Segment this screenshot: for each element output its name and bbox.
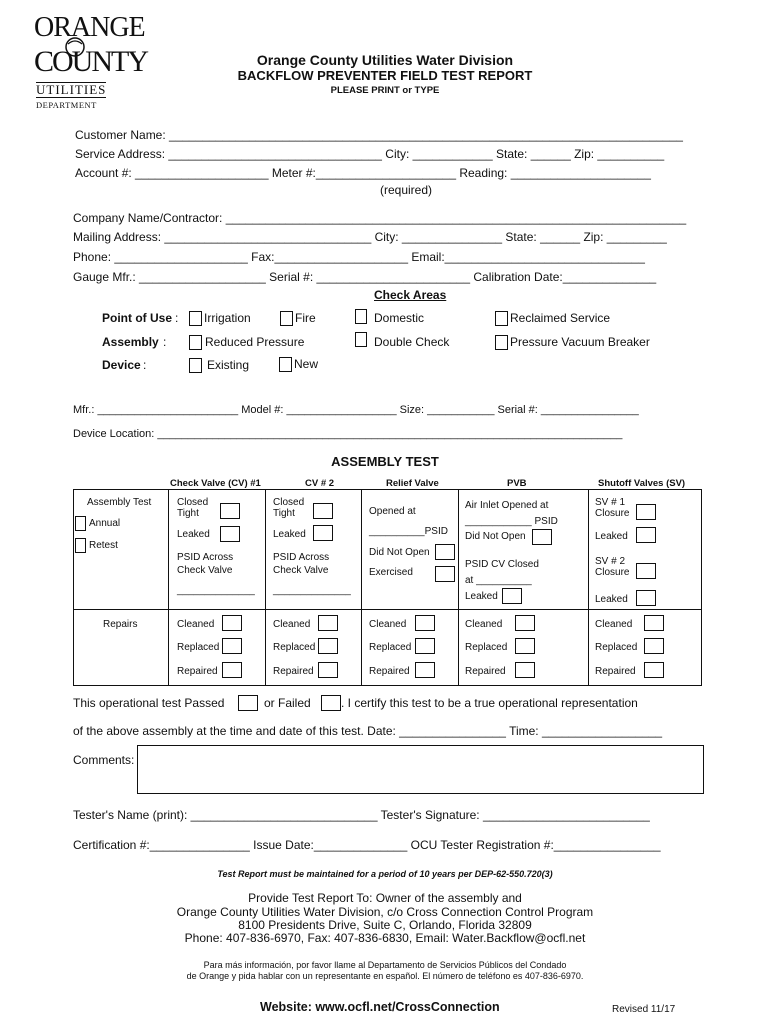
relief-did-not-open-label: Did Not Open [369, 547, 430, 558]
cv2-closed-label: Closed [273, 497, 305, 508]
retest-label: Retest [89, 540, 118, 551]
sv1-closure-checkbox[interactable] [636, 504, 656, 520]
cv2-cleaned-checkbox[interactable] [318, 615, 338, 631]
cv1-tight-label: Tight [177, 508, 199, 519]
double-check-checkbox[interactable] [355, 332, 367, 347]
table-col-divider [458, 490, 459, 685]
retention-note: Test Report must be maintained for a period of 10 years per DEP-62-550.720(3) [217, 869, 553, 879]
certify-text: . I certify this test to be a true operational representation [341, 696, 638, 710]
cv1-cleaned-label: Cleaned [177, 619, 215, 630]
table-row-divider [74, 609, 701, 610]
existing-checkbox[interactable] [189, 358, 202, 373]
cv2-closed-tight-checkbox[interactable] [313, 503, 333, 519]
provide-line-4: Phone: 407-836-6970, Fax: 407-836-6830, Email: Water.Backflow@ocfl.net [184, 931, 586, 945]
website-link[interactable]: Website: www.ocfl.net/CrossConnection [260, 1000, 500, 1014]
assembly-test-heading: ASSEMBLY TEST [331, 454, 439, 469]
report-title: BACKFLOW PREVENTER FIELD TEST REPORT [237, 68, 533, 83]
service-address-field[interactable]: Service Address: ________________________________ City: ____________ State: ______ Zip: __________ [75, 147, 665, 161]
date-time-field[interactable]: of the above assembly at the time and date of this test. Date: ________________ Time: __________________ [73, 724, 663, 738]
fire-label: Fire [295, 311, 316, 325]
logo-line-utilities: UTILITIES [36, 82, 107, 97]
relief-replaced-label: Replaced [369, 642, 412, 653]
sv2-leaked-label: Leaked [595, 594, 628, 605]
cv2-leaked-label: Leaked [273, 529, 306, 540]
pvb-replaced-label: Replaced [465, 642, 508, 653]
print-instruction: PLEASE PRINT or TYPE [330, 85, 440, 96]
sv2-closure-checkbox[interactable] [636, 563, 656, 579]
pvb-psid-field[interactable]: ____________ PSID [465, 516, 558, 527]
spanish-line-1: Para más información, por favor llame al Departamento de Servicios Públicos del Condado [203, 960, 567, 970]
account-meter-field[interactable]: Account #: ____________________ Meter #:_____________________ Reading: _____________________ [75, 166, 651, 180]
table-col-divider [168, 490, 169, 685]
required-note: (required) [380, 183, 433, 197]
col-header-cv1: Check Valve (CV) #1 [170, 478, 261, 489]
logo-line-department: DEPARTMENT [36, 100, 97, 110]
tester-name-signature-field[interactable]: Tester's Name (print): ____________________________ Tester's Signature: _________________________ [73, 808, 650, 822]
cv1-cleaned-checkbox[interactable] [222, 615, 242, 631]
logo-line-orange: ORANGE [34, 12, 145, 43]
gauge-field[interactable]: Gauge Mfr.: ___________________ Serial #: _______________________ Calibration Date:______________ [73, 270, 657, 284]
device-label: Device [102, 358, 141, 372]
relief-exercised-checkbox[interactable] [435, 566, 455, 582]
provide-line-3: 8100 Presidents Drive, Suite C, Orlando, Florida 32809 [238, 918, 532, 932]
relief-repaired-checkbox[interactable] [415, 662, 435, 678]
assembly-test-row-label: Assembly Test [87, 497, 152, 508]
spanish-line-2: de Orange y pida hablar con un representante en español. El número de teléfono es 407-836-6970. [186, 971, 584, 981]
cv1-replaced-label: Replaced [177, 642, 220, 653]
mailing-address-field[interactable]: Mailing Address: _______________________________ City: _______________ State: ______ Zip: _________ [73, 230, 667, 244]
cv2-replaced-label: Replaced [273, 642, 316, 653]
domestic-label: Domestic [374, 311, 425, 325]
reclaimed-label: Reclaimed Service [510, 311, 611, 325]
pvb-repaired-checkbox[interactable] [515, 662, 535, 678]
table-col-divider [265, 490, 266, 685]
cv1-psid-field[interactable]: ______________ [177, 585, 255, 596]
cv1-replaced-checkbox[interactable] [222, 638, 242, 654]
logo-line-county: COUNTY [34, 45, 147, 78]
point-of-use-label: Point of Use [102, 311, 173, 325]
pvb-cleaned-label: Cleaned [465, 619, 503, 630]
cv2-replaced-checkbox[interactable] [318, 638, 338, 654]
provide-line-1: Provide Test Report To: Owner of the assembly and [248, 891, 522, 905]
failed-checkbox[interactable] [321, 695, 341, 711]
annual-label: Annual [89, 518, 121, 529]
customer-name-field[interactable]: Customer Name: _____________________________________________________________________________ [75, 128, 683, 142]
repairs-row-label: Repairs [103, 619, 138, 630]
company-name-field[interactable]: Company Name/Contractor: _____________________________________________________________________ [73, 211, 687, 225]
sv2-closure-label: Closure [595, 567, 630, 578]
relief-replaced-checkbox[interactable] [415, 638, 435, 654]
pvb-cleaned-checkbox[interactable] [515, 615, 535, 631]
cv1-leaked-label: Leaked [177, 529, 210, 540]
provide-line-2: Orange County Utilities Water Division, c/o Cross Connection Control Program [176, 905, 594, 919]
sv1-leaked-label: Leaked [595, 531, 628, 542]
sv1-closure-label: Closure [595, 508, 630, 519]
relief-cleaned-checkbox[interactable] [415, 615, 435, 631]
relief-cleaned-label: Cleaned [369, 619, 407, 630]
col-header-relief: Relief Valve [386, 478, 439, 489]
certification-field[interactable]: Certification #:_______________ Issue Date:______________ OCU Tester Registration #:________________ [73, 838, 661, 852]
existing-label: Existing [207, 358, 250, 372]
pvb-air-inlet-label: Air Inlet Opened at [465, 500, 549, 511]
relief-did-not-open-checkbox[interactable] [435, 544, 455, 560]
sv-cleaned-label: Cleaned [595, 619, 633, 630]
cv1-repaired-checkbox[interactable] [222, 662, 242, 678]
pvb-did-not-open-label: Did Not Open [465, 531, 526, 542]
assembly-label: Assembly [102, 335, 159, 349]
failed-text: or Failed [264, 696, 311, 710]
comments-textarea[interactable] [137, 745, 704, 794]
irrigation-checkbox[interactable] [189, 311, 202, 326]
cv2-psid-across-label: PSID Across [273, 552, 330, 563]
table-col-divider [588, 490, 589, 685]
org-title: Orange County Utilities Water Division [256, 52, 514, 68]
phone-fax-email-field[interactable]: Phone: ____________________ Fax:____________________ Email:______________________________ [73, 250, 645, 264]
new-checkbox[interactable] [279, 357, 292, 372]
new-label: New [294, 357, 319, 371]
pvb-leaked-label: Leaked [465, 591, 498, 602]
cv1-psid-across-label: PSID Across [177, 552, 234, 563]
col-header-shutoff: Shutoff Valves (SV) [598, 478, 686, 489]
cv2-leaked-checkbox[interactable] [313, 525, 333, 541]
annual-checkbox[interactable] [75, 516, 86, 531]
pvb-leaked-checkbox[interactable] [502, 588, 522, 604]
cv1-closed-label: Closed [177, 497, 209, 508]
check-areas-heading: Check Areas [374, 288, 447, 302]
cv1-check-valve-label: Check Valve [177, 565, 233, 576]
table-col-divider [361, 490, 362, 685]
cv1-leaked-checkbox[interactable] [220, 526, 240, 542]
pvb-did-not-open-checkbox[interactable] [532, 529, 552, 545]
cv2-tight-label: Tight [273, 508, 295, 519]
reduced-pressure-label: Reduced Pressure [205, 335, 305, 349]
cv1-closed-tight-checkbox[interactable] [220, 503, 240, 519]
fire-checkbox[interactable] [280, 311, 293, 326]
sv-repaired-label: Repaired [595, 666, 636, 677]
retest-checkbox[interactable] [75, 538, 86, 553]
device-colon: : [143, 358, 147, 372]
pvb-label: Pressure Vacuum Breaker [510, 335, 650, 349]
double-check-label: Double Check [374, 335, 450, 349]
sv-replaced-label: Replaced [595, 642, 638, 653]
cv2-cleaned-label: Cleaned [273, 619, 311, 630]
sv-repaired-checkbox[interactable] [644, 662, 664, 678]
relief-psid-field[interactable]: __________PSID [369, 526, 448, 537]
comments-label: Comments: [73, 753, 135, 767]
reclaimed-checkbox[interactable] [495, 311, 508, 326]
passed-checkbox[interactable] [238, 695, 258, 711]
point-of-use-colon: : [175, 311, 179, 325]
cv2-check-valve-label: Check Valve [273, 565, 329, 576]
relief-repaired-label: Repaired [369, 666, 410, 677]
sv2-label: SV # 2 [595, 556, 626, 567]
pvb-repaired-label: Repaired [465, 666, 506, 677]
irrigation-label: Irrigation [204, 311, 251, 325]
passed-text: This operational test Passed [73, 696, 225, 710]
domestic-checkbox[interactable] [355, 309, 367, 324]
cv2-repaired-checkbox[interactable] [318, 662, 338, 678]
assembly-colon: : [163, 335, 167, 349]
sv-cleaned-checkbox[interactable] [644, 615, 664, 631]
relief-opened-at-label: Opened at [369, 506, 416, 517]
pvb-checkbox[interactable] [495, 335, 508, 350]
reduced-pressure-checkbox[interactable] [189, 335, 202, 350]
sv1-label: SV # 1 [595, 497, 626, 508]
sv1-leaked-checkbox[interactable] [636, 527, 656, 543]
cv1-repaired-label: Repaired [177, 666, 218, 677]
col-header-cv2: CV # 2 [305, 478, 335, 489]
cv2-repaired-label: Repaired [273, 666, 314, 677]
pvb-replaced-checkbox[interactable] [515, 638, 535, 654]
sv-replaced-checkbox[interactable] [644, 638, 664, 654]
pvb-psid-cv-closed-label: PSID CV Closed [465, 559, 539, 570]
sv2-leaked-checkbox[interactable] [636, 590, 656, 606]
cv2-psid-field[interactable]: ______________ [273, 585, 351, 596]
pvb-at-field[interactable]: at __________ [465, 575, 532, 586]
device-mfr-field[interactable]: Mfr.: _______________________ Model #: __________________ Size: ___________ Serial #: ________________ [73, 404, 639, 416]
relief-exercised-label: Exercised [369, 567, 413, 578]
col-header-pvb: PVB [507, 478, 527, 489]
device-location-field[interactable]: Device Location: ____________________________________________________________________________ [73, 428, 623, 440]
revised-date: Revised 11/17 [612, 1004, 676, 1015]
